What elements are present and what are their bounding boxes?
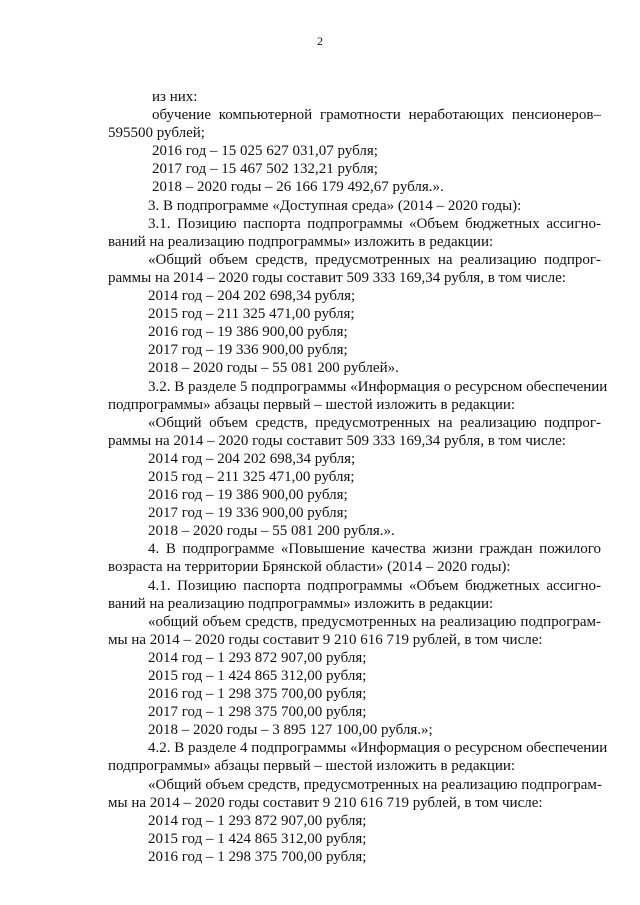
text-line: 2016 год – 15 025 627 031,07 рубля; [152, 143, 378, 160]
text-line: 2015 год – 1 424 865 312,00 рубля; [148, 830, 367, 847]
text-line: «общий объем средств, предусмотренных на реализацию подпрограм- [148, 613, 601, 630]
text-line: мы на 2014 – 2020 годы составит 9 210 616 719 рублей, в том числе: [108, 794, 543, 811]
text-line: 2018 – 2020 годы – 55 081 200 рубля.». [148, 523, 395, 540]
text-line: 2015 год – 211 325 471,00 рубля; [148, 468, 355, 485]
text-line: «Общий объем средств, предусмотренных на реализацию подпрограм- [148, 776, 602, 793]
text-line: 2017 год – 19 336 900,00 рубля; [148, 342, 348, 359]
text-line: 2017 год – 1 298 375 700,00 рубля; [148, 704, 367, 721]
text-line: 2017 год – 15 467 502 132,21 рубля; [152, 161, 378, 178]
text-line: 2014 год – 1 293 872 907,00 рубля; [148, 812, 367, 829]
text-line: 2017 год – 19 336 900,00 рубля; [148, 505, 348, 522]
text-line: «Общий объем средств, предусмотренных на реализацию подпрог- [148, 414, 601, 431]
text-line: подпрограммы» абзацы первый – шестой изложить в редакции: [108, 396, 516, 413]
text-line: возраста на территории Брянской области» (2014 – 2020 годы): [108, 559, 511, 576]
text-line: ваний на реализацию подпрограммы» изложить в редакции: [108, 595, 494, 612]
text-line: 2018 – 2020 годы – 55 081 200 рублей». [148, 360, 399, 377]
text-line: 2014 год – 204 202 698,34 рубля; [148, 288, 356, 305]
text-line: обучение компьютерной грамотности неработающих пенсионеров– [152, 107, 601, 124]
text-line: «Общий объем средств, предусмотренных на реализацию подпрог- [148, 251, 601, 268]
text-line: 2014 год – 1 293 872 907,00 рубля; [148, 649, 367, 666]
document-body [108, 88, 608, 866]
text-line: 4. В подпрограмме «Повышение качества жизни граждан пожилого [148, 541, 601, 558]
text-line: из них: [152, 89, 198, 105]
text-line: 3.2. В разделе 5 подпрограммы «Информация о ресурсном обеспечении [148, 378, 608, 395]
text-line: раммы на 2014 – 2020 годы составит 509 333 169,34 рубля, в том числе: [108, 269, 566, 286]
text-line: 2015 год – 1 424 865 312,00 рубля; [148, 668, 367, 684]
text-line: подпрограммы» абзацы первый – шестой изложить в редакции: [108, 758, 516, 775]
text-line: 2016 год – 1 298 375 700,00 рубля; [148, 848, 367, 865]
text-line: ваний на реализацию подпрограммы» изложить в редакции: [108, 233, 494, 250]
text-line: раммы на 2014 – 2020 годы составит 509 333 169,34 рубля, в том числе: [108, 432, 566, 449]
text-line: 4.2. В разделе 4 подпрограммы «Информация о ресурсном обеспечении [148, 740, 608, 757]
text-line: 4.1. Позицию паспорта подпрограммы «Объем бюджетных ассигно- [148, 577, 601, 594]
page-number: 2 [317, 34, 323, 48]
text-line: 2015 год – 211 325 471,00 рубля; [148, 306, 355, 323]
text-line: 2016 год – 19 386 900,00 рубля; [148, 324, 348, 341]
text-line: мы на 2014 – 2020 годы составит 9 210 616 719 рублей, в том числе: [108, 631, 543, 648]
text-line: 2018 – 2020 годы – 26 166 179 492,67 рубля.». [152, 179, 444, 196]
text-line: 2016 год – 19 386 900,00 рубля; [148, 487, 348, 504]
text-line: 2014 год – 204 202 698,34 рубля; [148, 450, 356, 467]
text-line: 3. В подпрограмме «Доступная среда» (2014 – 2020 годы): [148, 197, 522, 214]
text-line: 2018 – 2020 годы – 3 895 127 100,00 рубля.»; [148, 722, 433, 739]
text-line: 3.1. Позицию паспорта подпрограммы «Объем бюджетных ассигно- [148, 215, 601, 232]
text-line: 595500 рублей; [108, 125, 205, 142]
text-line: 2016 год – 1 298 375 700,00 рубля; [148, 686, 367, 703]
